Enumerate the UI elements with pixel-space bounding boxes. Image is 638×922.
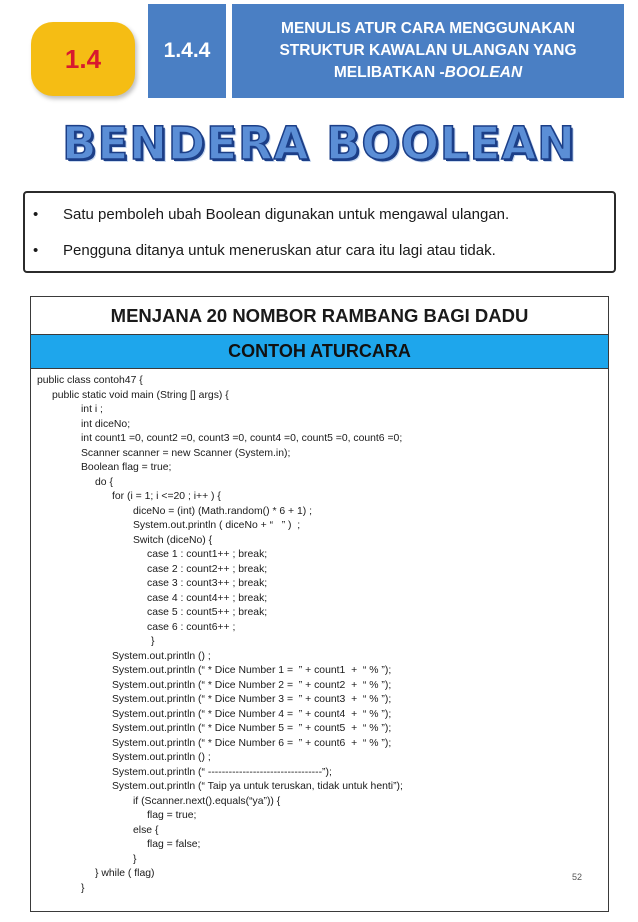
code-line: System.out.println (“ * Dice Number 2 = ” + count2 + “ % ”); <box>112 679 392 691</box>
code-line: case 1 : count1++ ; break; <box>147 549 268 560</box>
bullet-text: Pengguna ditanya untuk meneruskan atur cara itu lagi atau tidak. <box>63 242 496 259</box>
code-line: Boolean flag = true; <box>81 462 172 473</box>
code-line: case 2 : count2++ ; break; <box>147 563 268 575</box>
bullet-text: Satu pemboleh ubah Boolean digunakan untuk mengawal ulangan. <box>63 206 510 223</box>
subsection-box <box>148 4 226 98</box>
code-line: Scanner scanner = new Scanner (System.in); <box>81 447 291 459</box>
topic-line-3-italic: BOOLEAN <box>444 64 523 81</box>
code-line: int i ; <box>81 404 103 415</box>
topic-line-1: MENULIS ATUR CARA MENGGUNAKAN <box>281 20 575 37</box>
program-box <box>30 296 609 912</box>
code-line: else { <box>133 824 159 836</box>
code-line: } <box>133 853 137 865</box>
code-line: public static void main (String [] args) { <box>52 389 229 401</box>
code-line: int diceNo; <box>81 418 131 430</box>
code-line: System.out.println () ; <box>112 752 211 763</box>
bullet-dot-icon: • <box>33 206 39 223</box>
page-header <box>0 0 638 102</box>
program-subtitle: CONTOH ATURCARA <box>31 335 608 369</box>
code-line: System.out.println () ; <box>112 650 211 662</box>
code-line: flag = true; <box>147 810 197 821</box>
code-line: } <box>151 636 155 647</box>
topic-line-3-prefix: MELIBATKAN - <box>333 64 445 81</box>
code-line: case 6 : count6++ ; <box>147 621 236 633</box>
code-line: System.out.println (“ * Dice Number 5 = ” + count5 + “ % ”); <box>112 723 392 734</box>
page-title: BENDERA BOOLEAN <box>62 117 576 170</box>
code-line: flag = false; <box>147 839 201 850</box>
code-line: } <box>81 882 85 894</box>
code-line: System.out.println (“ * Dice Number 3 = ” + count3 + “ % ”); <box>112 694 392 705</box>
code-line: System.out.println (“ * Dice Number 1 = ” + count1 + “ % ”); <box>112 665 392 676</box>
code-line: case 5 : count5++ ; break; <box>147 607 268 618</box>
code-line: } while ( flag) <box>95 868 155 879</box>
code-line: for (i = 1; i <=20 ; i++ ) { <box>112 491 221 502</box>
code-line: case 4 : count4++ ; break; <box>147 592 268 604</box>
topic-line-2: STRUKTUR KAWALAN ULANGAN YANG <box>279 42 577 59</box>
bullet-dot-icon: • <box>33 242 39 259</box>
code-line: public class contoh47 { <box>37 375 143 386</box>
code-line: do { <box>95 476 113 488</box>
code-line: System.out.println (“ * Dice Number 4 = ” + count4 + “ % ”); <box>112 708 392 720</box>
section-number: 1.4 <box>64 43 102 74</box>
code-line: case 3 : count3++ ; break; <box>147 578 268 589</box>
topic-line-3 <box>232 62 624 84</box>
code-line: int count1 =0, count2 =0, count3 =0, count4 =0, count5 =0, count6 =0; <box>81 433 403 444</box>
code-line: System.out.println (“ * Dice Number 6 = ” + count6 + “ % ”); <box>112 737 392 749</box>
section-badge <box>31 22 135 96</box>
code-line: if (Scanner.next().equals(“ya”)) { <box>133 795 281 807</box>
topic-box <box>232 4 624 98</box>
subsection-number: 1.4.4 <box>163 39 211 62</box>
code-line: diceNo = (int) (Math.random() * 6 + 1) ; <box>133 505 313 517</box>
program-title: MENJANA 20 NOMBOR RAMBANG BAGI DADU <box>31 297 608 335</box>
code-line: System.out.println ( diceNo + “ ” ) ; <box>133 520 301 531</box>
code-listing <box>37 374 597 896</box>
code-line: Switch (diceNo) { <box>133 534 213 546</box>
code-line: System.out.println (“ ---------------------------------”); <box>112 766 332 778</box>
page-number: 52 <box>572 872 583 882</box>
bullet-box <box>23 191 616 273</box>
code-line: System.out.println (“ Taip ya untuk teruskan, tidak untuk henti”); <box>112 781 403 792</box>
